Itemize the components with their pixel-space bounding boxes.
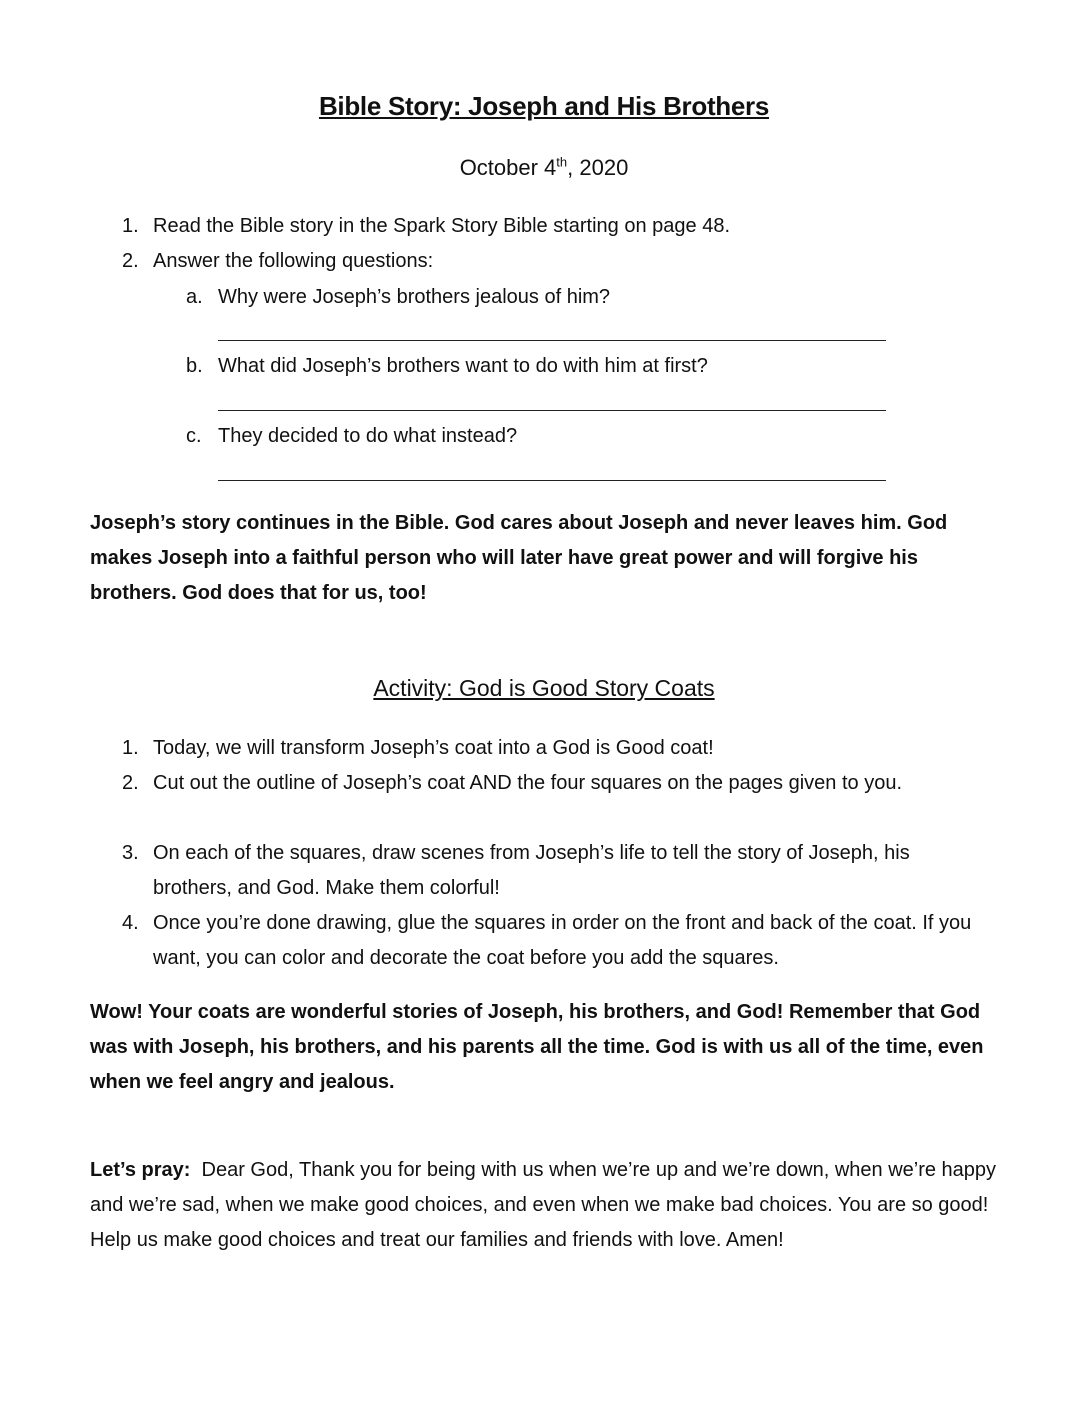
answer-line-b[interactable] bbox=[218, 410, 886, 411]
activity-title: Activity: God is Good Story Coats bbox=[373, 675, 715, 701]
activity-step-2-text: Cut out the outline of Joseph’s coat AND the four squares on the pages given to you. bbox=[153, 772, 903, 794]
step-number: 4. bbox=[122, 912, 139, 934]
activity-step-3-text: On each of the squares, draw scenes from Joseph’s life to tell the story of Joseph, his brothers, and God. Make them colorful! bbox=[153, 842, 910, 899]
step-number: 3. bbox=[122, 842, 139, 864]
question-c bbox=[186, 419, 518, 454]
step-text: Answer the following questions: bbox=[153, 250, 434, 272]
question-b bbox=[186, 349, 708, 384]
step-text: Read the Bible story in the Spark Story Bible starting on page 48. bbox=[153, 215, 731, 237]
question-letter: a. bbox=[186, 286, 203, 308]
question-letter: c. bbox=[186, 425, 202, 447]
answer-line-c[interactable] bbox=[218, 480, 886, 481]
answer-line-a[interactable] bbox=[218, 340, 886, 341]
prayer-text: Dear God, Thank you for being with us when we’re up and we’re down, when we’re happy and we’re sad, when we make good choices, and even when we make bad choices. You are so good! Help us make good choices and treat our families and friends with love. Amen! bbox=[90, 1159, 1002, 1251]
date-month-day: October 4 bbox=[459, 155, 557, 180]
step-number: 1. bbox=[122, 737, 139, 759]
question-letter: b. bbox=[186, 355, 203, 377]
question-text: What did Joseph’s brothers want to do with him at first? bbox=[218, 355, 708, 377]
date-suffix: th bbox=[556, 154, 568, 170]
prayer bbox=[90, 1153, 1010, 1258]
question-text: Why were Joseph’s brothers jealous of him? bbox=[218, 286, 611, 308]
activity-step-1-text: Today, we will transform Joseph’s coat into a God is Good coat! bbox=[153, 737, 714, 759]
date bbox=[0, 155, 1088, 181]
page-title: Bible Story: Joseph and His Brothers bbox=[318, 91, 770, 121]
prayer-label: Let’s pray: bbox=[90, 1159, 191, 1181]
step-number: 1. bbox=[122, 215, 139, 237]
activity-step-4-text: Once you’re done drawing, glue the squares in order on the front and back of the coat. If you want, you can color and decorate the coat before you add the squares. bbox=[153, 912, 972, 969]
question-text: They decided to do what instead? bbox=[218, 425, 518, 447]
question-a bbox=[186, 280, 611, 315]
date-year: , 2020 bbox=[567, 155, 629, 180]
step-number: 2. bbox=[122, 772, 139, 794]
story-note: Joseph’s story continues in the Bible. God cares about Joseph and never leaves him. God makes Joseph into a faithful person who will later have great power and will forgive his brothers. God does that for us, too! bbox=[90, 512, 948, 604]
closing-note: Wow! Your coats are wonderful stories of Joseph, his brothers, and God! Remember that God was with Joseph, his brothers, and his parents all the time. God is with us all of the time, even when we feel angry and jealous. bbox=[90, 1001, 984, 1093]
step-number: 2. bbox=[122, 250, 139, 272]
